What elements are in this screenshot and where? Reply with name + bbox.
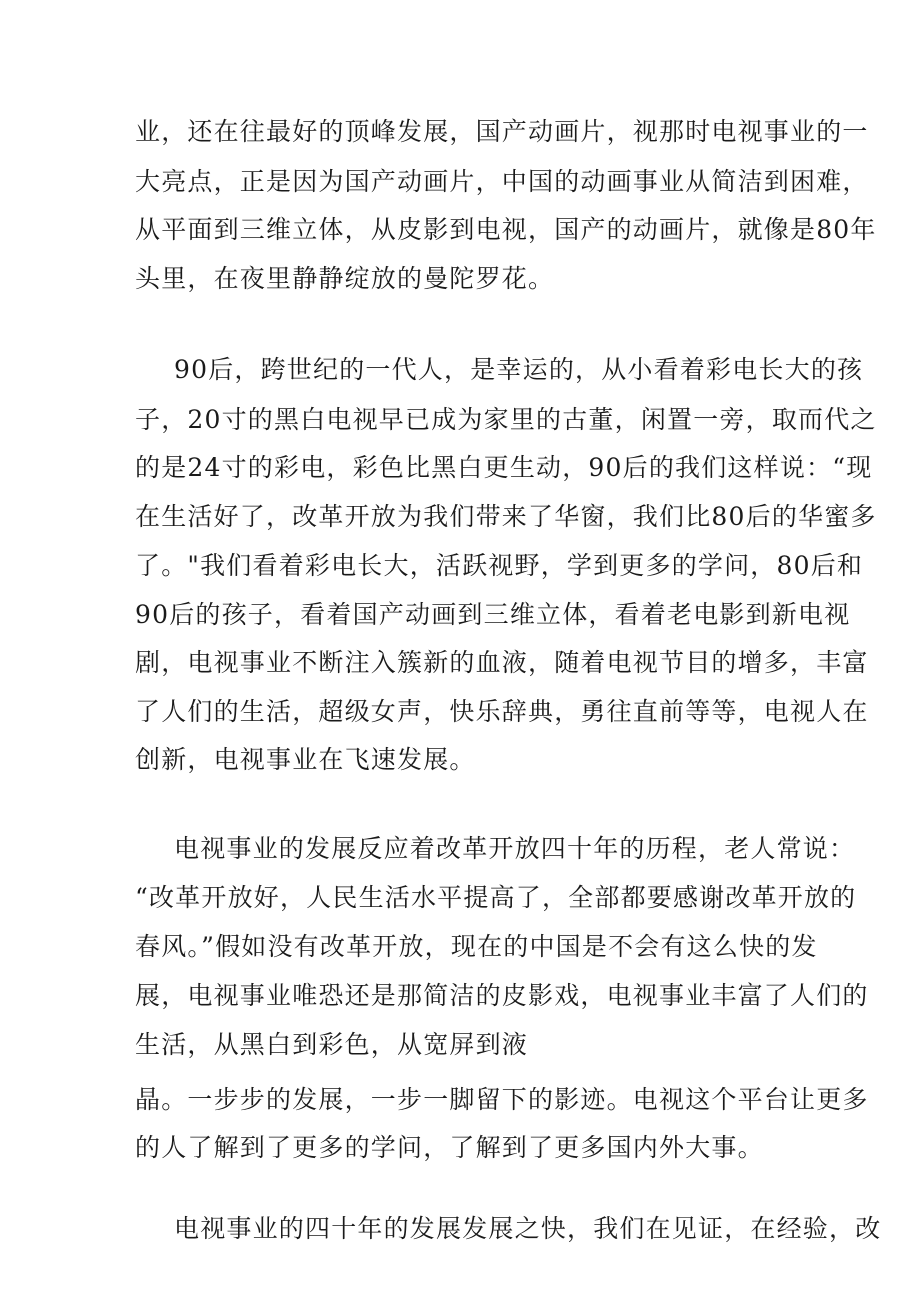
paragraph-2-line-9: 创新，电视事业在飞速发展。 [135, 745, 476, 774]
paragraph-2-line-2: 子，20寸的黑白电视早已成为家里的古董，闲置一旁，取而代之 [135, 405, 877, 434]
paragraph-4-line-1: 晶。一步步的发展，一步一脚留下的影迹。电视这个平台让更多 [135, 1085, 869, 1114]
paragraph-1-line-4: 头里，在夜里静静绽放的曼陀罗花。 [135, 264, 555, 293]
paragraph-3-line-1: 电视事业的发展反应着改革开放四十年的历程，老人常说： [174, 834, 856, 863]
paragraph-3-line-2: “改革开放好，人民生活水平提高了，全部都要感谢改革开放的 [135, 883, 857, 912]
paragraph-1-line-2: 大亮点，正是因为国产动画片，中国的动画事业从简洁到困难， [135, 167, 869, 196]
paragraph-1-line-1: 业，还在往最好的顶峰发展，国产动画片，视那时电视事业的一 [135, 117, 869, 146]
paragraph-2-line-1: 90后，跨世纪的一代人，是幸运的，从小看着彩电长大的孩 [174, 355, 864, 384]
paragraph-5-line-1: 电视事业的四十年的发展发展之快，我们在见证，在经验，改 [174, 1214, 882, 1243]
paragraph-2-line-6: 90后的孩子，看着国产动画到三维立体，看着老电影到新电视 [135, 600, 851, 629]
paragraph-2-line-4: 在生活好了，改革开放为我们带来了华窗，我们比80后的华蜜多 [135, 502, 877, 531]
paragraph-2-line-5: 了。"我们看着彩电长大，活跃视野，学到更多的学问，80后和 [135, 551, 864, 580]
paragraph-3-line-4: 展，电视事业唯恐还是那简洁的皮影戏，电视事业丰富了人们的 [135, 981, 869, 1010]
paragraph-3-line-5: 生活，从黑白到彩色，从宽屏到液 [135, 1030, 529, 1059]
paragraph-2-line-8: 了人们的生活，超级女声，快乐辞典，勇往直前等等，电视人在 [135, 697, 869, 726]
paragraph-2-line-3: 的是24寸的彩电，彩色比黑白更生动，90后的我们这样说：“现 [135, 453, 873, 482]
paragraph-1-line-3: 从平面到三维立体，从皮影到电视，国产的动画片，就像是80年 [135, 215, 877, 244]
paragraph-3-line-3: 春风。”假如没有改革开放，现在的中国是不会有这么快的发 [135, 932, 818, 961]
paragraph-4-line-2: 的人了解到了更多的学问，了解到了更多国内外大事。 [135, 1133, 764, 1162]
paragraph-2-line-7: 剧，电视事业不断注入簇新的血液，随着电视节目的增多，丰富 [135, 648, 869, 677]
